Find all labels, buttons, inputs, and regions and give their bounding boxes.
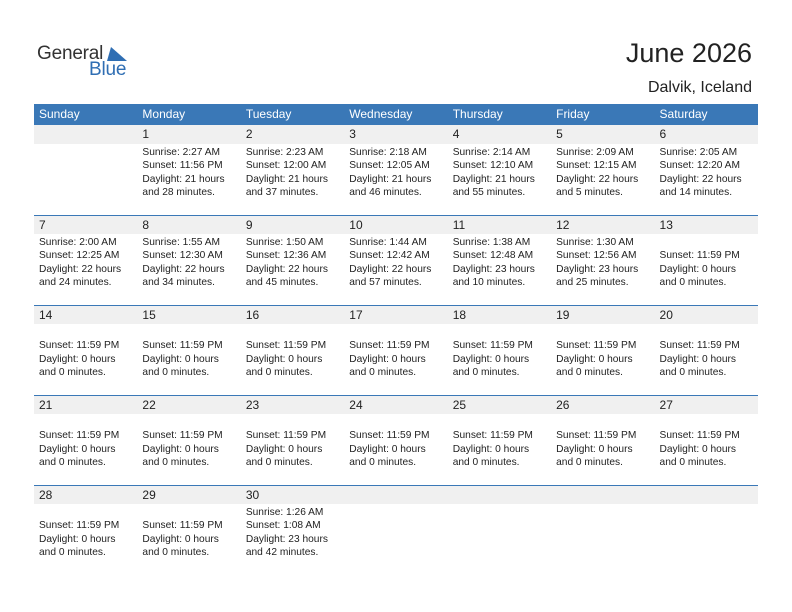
day-info-line: Daylight: 0 hours [556, 353, 633, 365]
day-sun-info [241, 234, 344, 290]
day-info-line: Sunrise: 1:26 AM [245, 507, 324, 518]
day-info-line [453, 416, 551, 429]
day-sun-info [137, 144, 240, 200]
day-number: 5 [551, 125, 654, 144]
day-info-line: Daylight: 0 hours [659, 443, 736, 455]
weekday-header-row [34, 104, 758, 125]
day-info-line: and 57 minutes. [349, 277, 422, 289]
day-info-line: and 28 minutes. [142, 187, 215, 199]
day-number: 19 [551, 305, 654, 324]
day-info-line: Sunrise: 1:50 AM [245, 237, 324, 248]
day-info-line: Sunset: 11:59 PM [556, 430, 637, 442]
day-number: 28 [34, 485, 137, 504]
day-info-line: Daylight: 0 hours [245, 353, 323, 365]
day-number: 6 [655, 125, 758, 144]
day-sun-info [137, 234, 240, 290]
day-info-line: and 0 minutes. [349, 367, 417, 379]
calendar-day-cell [241, 485, 344, 575]
calendar-empty-cell [34, 125, 137, 215]
calendar-day-cell [137, 305, 240, 395]
day-sun-info [655, 324, 758, 380]
day-info-line: Daylight: 0 hours [142, 443, 219, 455]
day-info-line: Sunrise: 1:44 AM [349, 237, 427, 248]
day-info-line: and 34 minutes. [142, 277, 215, 289]
day-info-line: Sunrise: 1:38 AM [452, 237, 531, 248]
day-number: 27 [655, 395, 758, 414]
day-info-line: Sunset: 11:56 PM [142, 160, 223, 172]
day-info-line: Daylight: 0 hours [452, 353, 530, 365]
day-info-line: and 0 minutes. [556, 367, 623, 379]
calendar-day-cell [137, 125, 240, 215]
calendar-day-cell [344, 395, 447, 485]
day-info-line: and 37 minutes. [245, 187, 319, 199]
day-number: 26 [551, 395, 654, 414]
day-info-line: Daylight: 0 hours [659, 353, 736, 365]
day-info-line: Sunset: 12:48 AM [452, 250, 534, 262]
day-info-line: Sunset: 11:59 PM [39, 340, 120, 352]
day-info-line [142, 416, 240, 429]
calendar-empty-cell [655, 485, 758, 575]
day-info-line: Daylight: 22 hours [556, 173, 639, 185]
day-sun-info [34, 504, 137, 560]
calendar-weeks [34, 125, 758, 575]
calendar-day-cell [551, 395, 654, 485]
day-info-line: Daylight: 23 hours [556, 263, 639, 275]
day-info-line: Daylight: 0 hours [142, 533, 219, 545]
day-info-line: and 0 minutes. [349, 457, 417, 469]
day-info-line: Sunset: 11:59 PM [659, 430, 740, 442]
day-info-line: and 0 minutes. [39, 367, 106, 379]
day-info-line [246, 326, 344, 339]
day-info-line: Sunset: 11:59 PM [659, 340, 740, 352]
day-number: 25 [448, 395, 551, 414]
day-info-line [453, 326, 551, 339]
day-number [448, 485, 551, 504]
day-info-line: Daylight: 23 hours [245, 533, 328, 545]
calendar-day-cell [344, 305, 447, 395]
day-sun-info [344, 324, 447, 380]
day-info-line: Sunset: 11:59 PM [245, 340, 327, 352]
day-info-line: and 0 minutes. [142, 547, 210, 559]
day-info-line: Daylight: 0 hours [39, 443, 116, 455]
day-sun-info [241, 414, 344, 470]
day-info-line: Sunset: 11:59 PM [659, 250, 740, 262]
day-info-line: Daylight: 22 hours [349, 263, 432, 275]
day-info-line: Daylight: 0 hours [349, 353, 426, 365]
day-info-line: Sunset: 12:30 AM [142, 250, 223, 262]
calendar-week-row [34, 125, 758, 215]
day-sun-info [241, 504, 344, 560]
day-sun-info [344, 414, 447, 470]
day-info-line: Daylight: 21 hours [245, 173, 328, 185]
day-info-line: Daylight: 21 hours [452, 173, 535, 185]
day-info-line: and 0 minutes. [452, 457, 520, 469]
day-sun-info [34, 324, 137, 380]
calendar-day-cell [241, 215, 344, 305]
day-number [551, 485, 654, 504]
calendar-day-cell [448, 215, 551, 305]
day-info-line [142, 506, 240, 519]
day-sun-info [34, 414, 137, 470]
day-number: 9 [241, 215, 344, 234]
weekday-wednesday: Wednesday [349, 107, 413, 121]
calendar-day-cell [241, 125, 344, 215]
day-info-line: Sunset: 11:59 PM [245, 430, 327, 442]
day-info-line: Sunset: 11:59 PM [142, 430, 223, 442]
day-number: 12 [551, 215, 654, 234]
calendar-day-cell [448, 305, 551, 395]
day-number: 4 [448, 125, 551, 144]
day-sun-info [448, 234, 551, 290]
day-info-line: Daylight: 21 hours [349, 173, 432, 185]
day-sun-info [137, 504, 240, 560]
day-info-line: Sunset: 12:20 AM [659, 160, 740, 172]
calendar-day-cell [34, 485, 137, 575]
day-number: 1 [137, 125, 240, 144]
calendar-day-cell [551, 305, 654, 395]
day-sun-info [241, 324, 344, 380]
day-sun-info [137, 414, 240, 470]
day-number: 13 [655, 215, 758, 234]
day-info-line [660, 236, 758, 249]
day-info-line: Sunset: 12:42 AM [349, 250, 430, 262]
day-info-line: and 0 minutes. [659, 277, 727, 289]
day-info-line: Sunset: 12:10 AM [452, 160, 534, 172]
calendar-empty-cell [551, 485, 654, 575]
day-number: 22 [137, 395, 240, 414]
day-number: 7 [34, 215, 137, 234]
day-info-line: Sunset: 11:59 PM [142, 520, 223, 532]
day-info-line: Sunset: 11:59 PM [349, 430, 430, 442]
day-sun-info [655, 234, 758, 290]
calendar-day-cell [551, 125, 654, 215]
day-info-line: and 0 minutes. [245, 367, 313, 379]
day-number: 2 [241, 125, 344, 144]
day-info-line: and 24 minutes. [39, 277, 112, 289]
day-info-line [660, 326, 758, 339]
day-info-line: Sunset: 1:08 AM [245, 520, 321, 532]
day-info-line: Daylight: 0 hours [452, 443, 530, 455]
logo [37, 43, 137, 83]
weekday-saturday: Saturday [659, 107, 708, 121]
calendar-location: Dalvik, Iceland [647, 79, 752, 96]
day-info-line: and 0 minutes. [659, 457, 727, 469]
logo-word-general: General [37, 43, 104, 64]
day-sun-info [448, 324, 551, 380]
day-info-line: Daylight: 22 hours [142, 263, 225, 275]
day-number: 17 [344, 305, 447, 324]
day-sun-info [551, 324, 654, 380]
calendar-day-cell [34, 305, 137, 395]
calendar-day-cell [137, 215, 240, 305]
calendar-day-cell [655, 215, 758, 305]
day-info-line [349, 326, 447, 339]
day-info-line: and 0 minutes. [245, 457, 313, 469]
day-info-line: Sunset: 11:59 PM [452, 430, 533, 442]
day-sun-info [551, 414, 654, 470]
calendar-day-cell [137, 485, 240, 575]
day-number: 3 [344, 125, 447, 144]
day-info-line: and 5 minutes. [556, 187, 623, 199]
day-info-line: Sunset: 11:59 PM [39, 430, 120, 442]
day-info-line [142, 326, 240, 339]
calendar-day-cell [655, 305, 758, 395]
day-sun-info [344, 144, 447, 200]
day-info-line: Sunset: 11:59 PM [349, 340, 430, 352]
calendar-day-cell [448, 395, 551, 485]
day-number [655, 485, 758, 504]
weekday-thursday: Thursday [452, 107, 503, 121]
day-info-line: Sunrise: 2:18 AM [349, 147, 427, 158]
day-info-line [39, 506, 137, 519]
day-info-line: Sunrise: 2:05 AM [659, 147, 738, 158]
calendar-week-row [34, 305, 758, 395]
calendar-grid [34, 104, 758, 575]
calendar-day-cell [344, 215, 447, 305]
day-info-line: Sunset: 12:05 AM [349, 160, 430, 172]
day-info-line: Daylight: 0 hours [556, 443, 633, 455]
day-sun-info [551, 144, 654, 200]
day-info-line: and 42 minutes. [245, 547, 319, 559]
calendar-day-cell [655, 125, 758, 215]
calendar-empty-cell [344, 485, 447, 575]
day-info-line: Sunrise: 1:30 AM [556, 237, 634, 248]
calendar-week-row [34, 395, 758, 485]
day-sun-info [137, 324, 240, 380]
day-sun-info [344, 234, 447, 290]
calendar-day-cell [241, 395, 344, 485]
calendar-day-cell [34, 215, 137, 305]
calendar-week-row [34, 215, 758, 305]
day-info-line: Sunset: 12:56 AM [556, 250, 637, 262]
day-info-line: Daylight: 0 hours [349, 443, 426, 455]
day-info-line: Daylight: 22 hours [659, 173, 742, 185]
day-number: 14 [34, 305, 137, 324]
day-number: 8 [137, 215, 240, 234]
weekday-sunday: Sunday [39, 107, 80, 121]
weekday-tuesday: Tuesday [245, 107, 292, 121]
day-info-line: Daylight: 22 hours [245, 263, 328, 275]
day-info-line: Sunset: 12:15 AM [556, 160, 637, 172]
day-info-line [349, 416, 447, 429]
calendar-day-cell [344, 125, 447, 215]
day-info-line [39, 416, 137, 429]
day-info-line: Sunrise: 2:27 AM [142, 147, 221, 158]
day-number: 15 [137, 305, 240, 324]
day-info-line [556, 416, 654, 429]
day-info-line: and 10 minutes. [452, 277, 526, 289]
day-info-line: and 14 minutes. [659, 187, 733, 199]
calendar-day-cell [551, 215, 654, 305]
weekday-monday: Monday [142, 107, 186, 121]
logo-word-blue: Blue [89, 59, 127, 80]
day-number: 20 [655, 305, 758, 324]
day-info-line: Sunrise: 2:09 AM [556, 147, 634, 158]
day-number: 29 [137, 485, 240, 504]
day-info-line: Daylight: 21 hours [142, 173, 225, 185]
day-sun-info [241, 144, 344, 200]
day-sun-info [448, 414, 551, 470]
day-sun-info [655, 144, 758, 200]
day-number: 10 [344, 215, 447, 234]
day-info-line [39, 326, 137, 339]
day-sun-info [551, 234, 654, 290]
day-number: 21 [34, 395, 137, 414]
calendar-day-cell [448, 125, 551, 215]
day-info-line: and 0 minutes. [556, 457, 623, 469]
day-info-line: and 25 minutes. [556, 277, 629, 289]
calendar-day-cell [137, 395, 240, 485]
day-sun-info [448, 144, 551, 200]
day-info-line: Sunset: 11:59 PM [142, 340, 223, 352]
day-info-line: and 0 minutes. [142, 367, 210, 379]
day-info-line [556, 326, 654, 339]
day-info-line: Sunset: 11:59 PM [39, 520, 120, 532]
day-info-line: and 0 minutes. [659, 367, 727, 379]
day-info-line: Sunset: 11:59 PM [452, 340, 533, 352]
day-info-line: Sunset: 12:00 AM [245, 160, 327, 172]
calendar-empty-cell [448, 485, 551, 575]
day-number: 11 [448, 215, 551, 234]
day-info-line: Daylight: 0 hours [142, 353, 219, 365]
day-info-line: Sunset: 12:36 AM [245, 250, 327, 262]
day-number: 30 [241, 485, 344, 504]
day-number: 16 [241, 305, 344, 324]
calendar-title: June 2026 [625, 38, 752, 68]
calendar-day-cell [34, 395, 137, 485]
weekday-friday: Friday [556, 107, 590, 121]
day-info-line: and 0 minutes. [142, 457, 210, 469]
day-info-line: Daylight: 23 hours [452, 263, 535, 275]
day-sun-info [34, 234, 137, 290]
day-info-line: Sunrise: 2:00 AM [39, 237, 117, 248]
day-info-line: and 0 minutes. [452, 367, 520, 379]
day-info-line: and 46 minutes. [349, 187, 422, 199]
day-info-line: and 0 minutes. [39, 457, 106, 469]
day-number: 18 [448, 305, 551, 324]
day-number [34, 125, 137, 144]
day-number: 24 [344, 395, 447, 414]
day-info-line: and 55 minutes. [452, 187, 526, 199]
day-info-line: Sunrise: 2:23 AM [245, 147, 324, 158]
day-info-line: Sunset: 11:59 PM [556, 340, 637, 352]
day-info-line: Daylight: 0 hours [659, 263, 736, 275]
day-info-line: Daylight: 22 hours [39, 263, 122, 275]
day-number [344, 485, 447, 504]
calendar-day-cell [655, 395, 758, 485]
day-info-line: and 45 minutes. [245, 277, 319, 289]
day-info-line: Daylight: 0 hours [245, 443, 323, 455]
day-info-line: Sunrise: 2:14 AM [452, 147, 531, 158]
day-info-line [246, 416, 344, 429]
day-info-line [660, 416, 758, 429]
day-info-line: Sunset: 12:25 AM [39, 250, 120, 262]
day-info-line: Daylight: 0 hours [39, 353, 116, 365]
day-number: 23 [241, 395, 344, 414]
day-info-line: Daylight: 0 hours [39, 533, 116, 545]
day-info-line: and 0 minutes. [39, 547, 106, 559]
calendar-day-cell [241, 305, 344, 395]
calendar-week-row [34, 485, 758, 575]
day-info-line: Sunrise: 1:55 AM [142, 237, 221, 248]
day-sun-info [655, 414, 758, 470]
